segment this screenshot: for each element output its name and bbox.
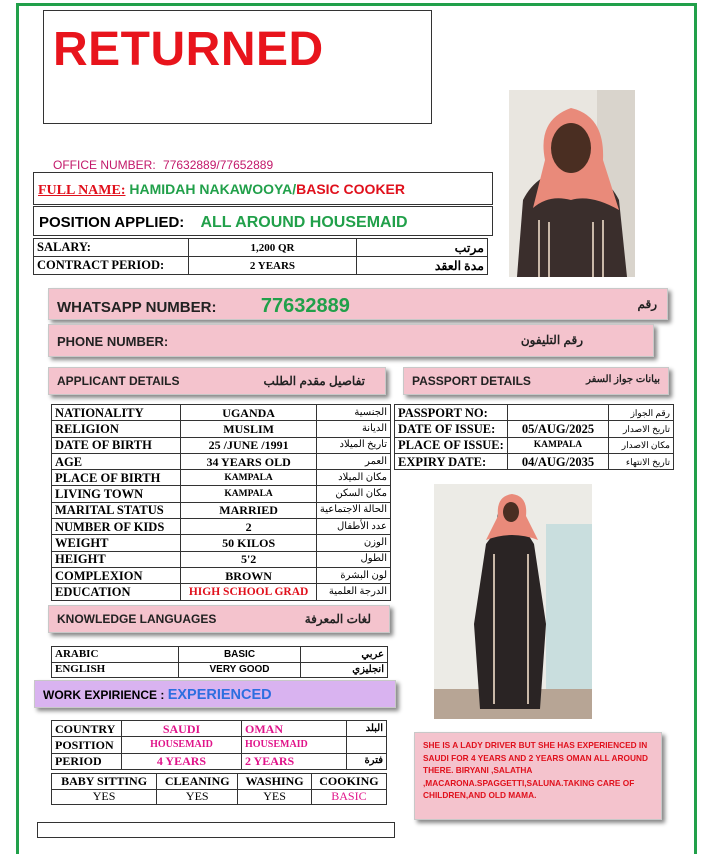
applicant-row xyxy=(52,421,391,437)
applicant-ar: مكان الميلاد xyxy=(316,470,390,486)
work-ar: البلد xyxy=(347,721,387,737)
applicant-label: AGE xyxy=(52,453,181,469)
contract-value: 2 YEARS xyxy=(189,257,357,275)
work-ar: فترة xyxy=(347,753,387,769)
passport-details-label: PASSPORT DETAILS xyxy=(412,374,531,388)
applicant-row xyxy=(52,567,391,583)
passport-row xyxy=(395,421,674,437)
language-ar: انجليزي xyxy=(301,662,388,678)
applicant-label: EDUCATION xyxy=(52,584,181,600)
applicant-value: 25 /JUNE /1991 xyxy=(181,437,317,453)
full-body-photo-svg xyxy=(434,484,592,719)
whatsapp-ar: رقم xyxy=(637,297,657,311)
contract-row xyxy=(34,257,488,275)
applicant-ar: تاريخ الميلاد xyxy=(316,437,390,453)
duty-value: YES xyxy=(238,789,312,805)
duty-header: BABY SITTING xyxy=(52,774,157,790)
passport-value xyxy=(507,405,608,421)
duties-header-row xyxy=(52,774,387,790)
position-applied-label: POSITION APPLIED: xyxy=(39,214,185,231)
salary-ar: مرتب xyxy=(357,239,488,257)
applicant-ar: الوزن xyxy=(316,535,390,551)
blank-box xyxy=(37,822,395,838)
applicant-row xyxy=(52,519,391,535)
portrait-photo xyxy=(509,90,635,277)
applicant-ar: عدد الأطفال xyxy=(316,519,390,535)
work-table xyxy=(51,720,387,770)
applicant-value: MARRIED xyxy=(181,502,317,518)
applicant-value: KAMPALA xyxy=(181,470,317,486)
passport-ar: رقم الجواز xyxy=(609,405,674,421)
position-applied-row xyxy=(33,206,493,236)
contract-ar: مدة العقد xyxy=(357,257,488,275)
whatsapp-number[interactable]: 77632889 xyxy=(260,295,350,317)
applicant-row xyxy=(52,486,391,502)
language-level: BASIC xyxy=(179,647,301,663)
languages-label: KNOWLEDGE LANGUAGES xyxy=(57,612,217,626)
duty-header: CLEANING xyxy=(157,774,238,790)
work-country-2: 2 YEARS xyxy=(242,753,347,769)
passport-row xyxy=(395,453,674,469)
whatsapp-bar xyxy=(48,288,668,320)
full-name-label: FULL NAME: xyxy=(38,183,126,198)
work-country-2: HOUSEMAID xyxy=(242,737,347,753)
passport-row xyxy=(395,437,674,453)
work-ar xyxy=(347,737,387,753)
passport-label: EXPIRY DATE: xyxy=(395,453,508,469)
applicant-details-label: APPLICANT DETAILS xyxy=(57,374,180,388)
applicant-value: UGANDA xyxy=(181,405,317,421)
full-name-role: BASIC COOKER xyxy=(296,181,406,197)
duties-table xyxy=(51,773,387,805)
work-row xyxy=(52,721,387,737)
applicant-ar: الحالة الاجتماعية xyxy=(316,502,390,518)
language-row xyxy=(52,647,388,663)
full-name-value: HAMIDAH NAKAWOOYA/ xyxy=(129,181,297,197)
applicant-ar: الطول xyxy=(316,551,390,567)
applicant-label: HEIGHT xyxy=(52,551,181,567)
work-label: COUNTRY xyxy=(52,721,122,737)
duty-header: COOKING xyxy=(311,774,386,790)
applicant-value: HIGH SCHOOL GRAD xyxy=(181,584,317,600)
languages-ar: لغات المعرفة xyxy=(304,612,371,626)
applicant-row xyxy=(52,453,391,469)
work-country-1: 4 YEARS xyxy=(122,753,242,769)
passport-value: KAMPALA xyxy=(507,437,608,453)
passport-label: PLACE OF ISSUE: xyxy=(395,437,508,453)
passport-details-ar: بيانات جواز السفر xyxy=(586,374,660,385)
language-label: ARABIC xyxy=(52,647,179,663)
salary-value: 1,200 QR xyxy=(189,239,357,257)
applicant-label: DATE OF BIRTH xyxy=(52,437,181,453)
languages-header xyxy=(48,605,390,633)
passport-value: 05/AUG/2025 xyxy=(507,421,608,437)
language-label: ENGLISH xyxy=(52,662,179,678)
applicant-row xyxy=(52,551,391,567)
work-label: PERIOD xyxy=(52,753,122,769)
applicant-row xyxy=(52,535,391,551)
applicant-table xyxy=(51,404,391,601)
applicant-details-header xyxy=(48,367,386,395)
work-label: POSITION xyxy=(52,737,122,753)
passport-row xyxy=(395,405,674,421)
applicant-label: PLACE OF BIRTH xyxy=(52,470,181,486)
applicant-value: MUSLIM xyxy=(181,421,317,437)
applicant-row xyxy=(52,584,391,600)
duty-value: BASIC xyxy=(311,789,386,805)
office-label: OFFICE NUMBER: xyxy=(53,158,156,172)
passport-ar: مكان الاصدار xyxy=(609,437,674,453)
passport-label: DATE OF ISSUE: xyxy=(395,421,508,437)
passport-details-header xyxy=(403,367,669,395)
phone-label: PHONE NUMBER: xyxy=(57,334,169,349)
passport-ar: تاريخ الاصدار xyxy=(609,421,674,437)
work-row xyxy=(52,737,387,753)
applicant-ar: الجنسية xyxy=(316,405,390,421)
passport-label: PASSPORT NO: xyxy=(395,405,508,421)
applicant-details-ar: تفاصيل مقدم الطلب xyxy=(263,374,365,388)
passport-table xyxy=(394,404,674,470)
applicant-label: WEIGHT xyxy=(52,535,181,551)
applicant-value: 5'2 xyxy=(181,551,317,567)
duty-header: WASHING xyxy=(238,774,312,790)
passport-value: 04/AUG/2035 xyxy=(507,453,608,469)
salary-table xyxy=(33,238,488,275)
remarks-box: SHE IS A LADY DRIVER BUT SHE HAS EXPERIENCED IN SAUDI FOR 4 YEARS AND 2 YEARS OMAN ALL AROUND THERE. BIRYANI ,SALATHA ,MACARONA.SPAGGETTI,SALUNA.TAKING CARE OF CHILDREN,AND OLD MAMA. xyxy=(414,732,662,820)
applicant-label: NATIONALITY xyxy=(52,405,181,421)
applicant-value: 50 KILOS xyxy=(181,535,317,551)
applicant-ar: العمر xyxy=(316,453,390,469)
applicant-row xyxy=(52,470,391,486)
portrait-photo-svg xyxy=(509,90,635,277)
work-experience-label: WORK EXPIRIENCE : xyxy=(43,688,165,702)
phone-bar xyxy=(48,324,654,357)
applicant-row xyxy=(52,437,391,453)
applicant-row xyxy=(52,502,391,518)
applicant-ar: الدرجة العلمية xyxy=(316,584,390,600)
applicant-row xyxy=(52,405,391,421)
work-row xyxy=(52,753,387,769)
applicant-ar: مكان السكن xyxy=(316,486,390,502)
full-name-row xyxy=(33,172,493,205)
whatsapp-label: WHATSAPP NUMBER: xyxy=(57,299,217,316)
applicant-label: LIVING TOWN xyxy=(52,486,181,502)
office-number xyxy=(53,158,273,172)
work-experience-value: EXPERIENCED xyxy=(167,687,272,703)
duty-value: YES xyxy=(52,789,157,805)
language-level: VERY GOOD xyxy=(179,662,301,678)
applicant-label: COMPLEXION xyxy=(52,567,181,583)
applicant-value: 2 xyxy=(181,519,317,535)
applicant-value: KAMPALA xyxy=(181,486,317,502)
full-body-photo xyxy=(434,484,592,719)
applicant-value: 34 YEARS OLD xyxy=(181,453,317,469)
applicant-label: RELIGION xyxy=(52,421,181,437)
language-row xyxy=(52,662,388,678)
contract-label: CONTRACT PERIOD: xyxy=(34,257,189,275)
language-ar: عربي xyxy=(301,647,388,663)
salary-label: SALARY: xyxy=(34,239,189,257)
applicant-value: BROWN xyxy=(181,567,317,583)
duty-value: YES xyxy=(157,789,238,805)
phone-ar: رقم التليفون xyxy=(520,333,583,347)
work-experience-bar xyxy=(34,680,396,708)
work-country-1: SAUDI xyxy=(122,721,242,737)
applicant-ar: لون البشرة xyxy=(316,567,390,583)
work-country-1: HOUSEMAID xyxy=(122,737,242,753)
work-country-2: OMAN xyxy=(242,721,347,737)
applicant-label: MARITAL STATUS xyxy=(52,502,181,518)
office-value: 77632889/77652889 xyxy=(163,158,274,172)
position-applied-value: ALL AROUND HOUSEMAID xyxy=(200,214,408,231)
duties-value-row xyxy=(52,789,387,805)
status-stamp: RETURNED xyxy=(53,23,324,76)
applicant-label: NUMBER OF KIDS xyxy=(52,519,181,535)
applicant-ar: الديانة xyxy=(316,421,390,437)
passport-ar: تاريخ الانتهاء xyxy=(609,453,674,469)
salary-row xyxy=(34,239,488,257)
languages-table xyxy=(51,646,388,678)
